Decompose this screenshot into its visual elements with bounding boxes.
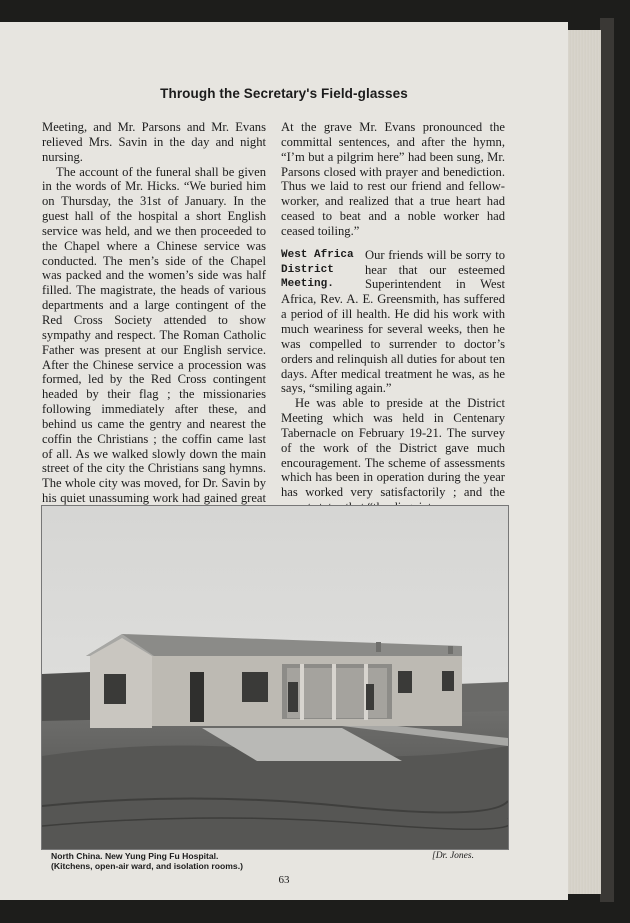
left-paragraph-1: Meeting, and Mr. Parsons and Mr. Evans relieved Mrs. Savin in the day and night nursing. [42, 120, 266, 164]
hospital-photo-illustration [42, 506, 508, 849]
photo-credit: [Dr. Jones. [432, 851, 474, 861]
photo-caption: North China. New Yung Ping Fu Hospital. (Kitchens, open-air ward, and isolation rooms.) [51, 851, 243, 871]
right-paragraph-3: He was able to preside at the District Meeting which was held in Centenary Tabernacle on February 19-21. The survey of the work of the District gave much encouragement. The scheme of assessments which has been in operation during the year has worked very satisfactorily ; and the [281, 396, 505, 500]
hospital-photograph [41, 505, 509, 850]
page-number: 63 [278, 874, 290, 886]
right-paragraph-1: At the grave Mr. Evans pronounced the committal sentences, and after the hymn, “I’m but a pilgrim here” had been sung, Mr. Parsons closed with prayer and benediction. Thus we laid to rest our friend and fellow-worker, and realized that a true heart had ceased to beat and a noble worker had ceased toiling.” [281, 120, 505, 238]
running-header: Through the Secretary's Field-glasses [160, 86, 408, 101]
book-page [0, 22, 568, 900]
page-stack-edge [566, 30, 601, 894]
right-paragraph-2 [281, 248, 505, 396]
left-paragraph-2: The account of the funeral shall be given in the words of Mr. Hicks. “We buried him on Thursday, the 31st of January. In the guest hall of the hospital a short English service was held, and we then proceeded to the Chapel where a Chinese service was conducted. The men’s side of the Chapel was packed and the women’s side was half filled. The magistrate, the heads of various departments and a large contingent of the Red Cross Society attended to show sympathy and respect. The Roman Catholic Father was present at our English service. After the Chinese service a procession was formed, led by the Red Cross contingent headed by their flag ; the missionaries following immediately after these, and behind us came the gentry and nearest the coffin the Christians ; the coffin came last of all. As we walked slowly down the main street of the city the Christians sang hymns. The whole city was moved, for Dr. Savin by his quiet unassuming work had gained great [42, 164, 266, 506]
side-heading-west-africa: West Africa District Meeting. [281, 248, 354, 291]
right-paragraph-2-text: Our friends will be sorry to hear that our esteemed Superintendent in West Africa, Rev. A. E. Greensmith, has suffered a period of ill health. He did his work with much weariness for several weeks, then he was compelled to surrender to doctor’s orders and relinquish all duties for about ten days. After medical treatment he was, as he says, “smiling again.” [281, 247, 505, 396]
book-cover-edge [600, 18, 614, 902]
left-column [42, 120, 266, 521]
right-column [281, 120, 505, 515]
